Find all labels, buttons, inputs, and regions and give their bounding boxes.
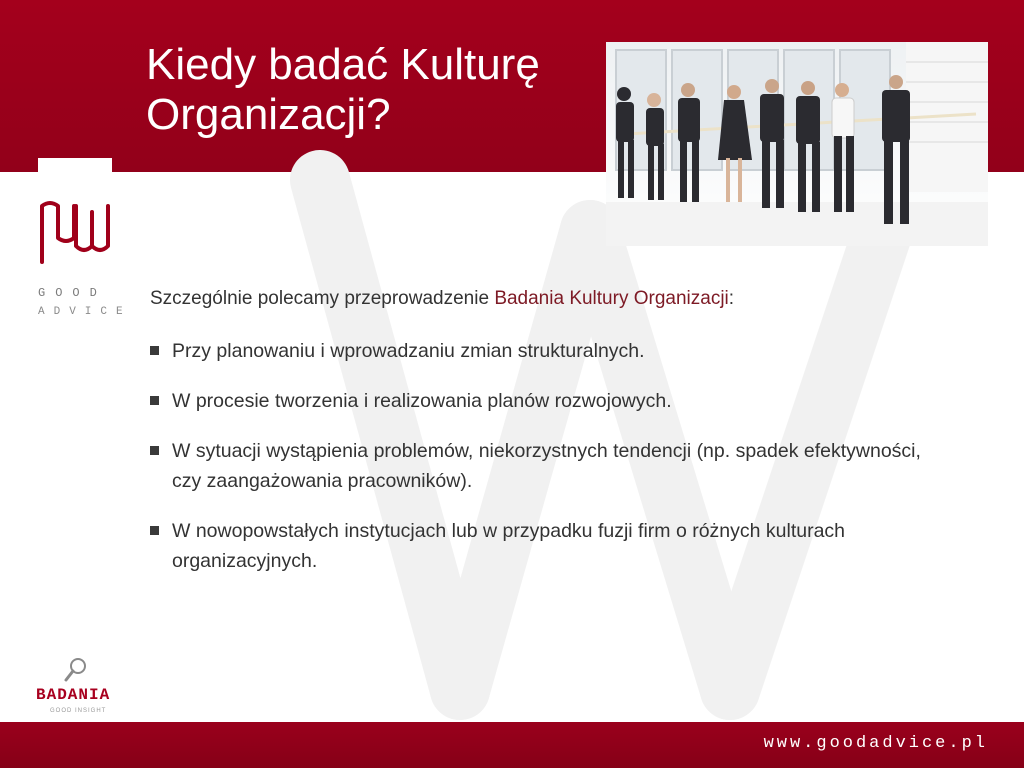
bullet-text: Przy planowaniu i wprowadzaniu zmian strukturalnych. [172, 340, 645, 362]
bullet-item [150, 386, 950, 416]
title-line-1: Kiedy badać Kulturę [146, 40, 540, 89]
logo-word-good: GOOD [38, 286, 107, 300]
intro-after: : [728, 288, 735, 309]
square-bullet-icon [150, 396, 159, 405]
title-line-2: Organizacji? [146, 90, 391, 139]
intro-before: Szczególnie polecamy przeprowadzenie [150, 288, 495, 309]
mw-logo-icon [38, 198, 112, 272]
bullet-item [150, 436, 950, 496]
slide-title [146, 40, 596, 140]
intro-text [150, 288, 910, 310]
bullet-item [150, 516, 950, 576]
bullet-text: W sytuacji wystąpienia problemów, niekorzystnych tendencji (np. spadek efektywności, czy zaangażowania pracowników). [172, 440, 921, 492]
footer-url-link[interactable]: www.goodadvice.pl [763, 734, 988, 753]
square-bullet-icon [150, 346, 159, 355]
square-bullet-icon [150, 446, 159, 455]
bullet-item [150, 336, 950, 366]
badania-logo-text: BADANIA [36, 686, 111, 704]
badania-tagline: GOOD INSIGHT [50, 708, 107, 714]
bullet-text: W procesie tworzenia i realizowania planów rozwojowych. [172, 390, 672, 412]
logo-word-advice: ADVICE [38, 306, 132, 318]
intro-highlight: Badania Kultury Organizacji [494, 288, 729, 309]
square-bullet-icon [150, 526, 159, 535]
bullet-list [150, 336, 950, 576]
team-photo [606, 42, 988, 246]
bullet-text: W nowopowstałych instytucjach lub w przypadku fuzji firm o różnych kulturach organizacyjnych. [172, 520, 846, 572]
team-tug-of-war-photo-icon [606, 42, 988, 246]
